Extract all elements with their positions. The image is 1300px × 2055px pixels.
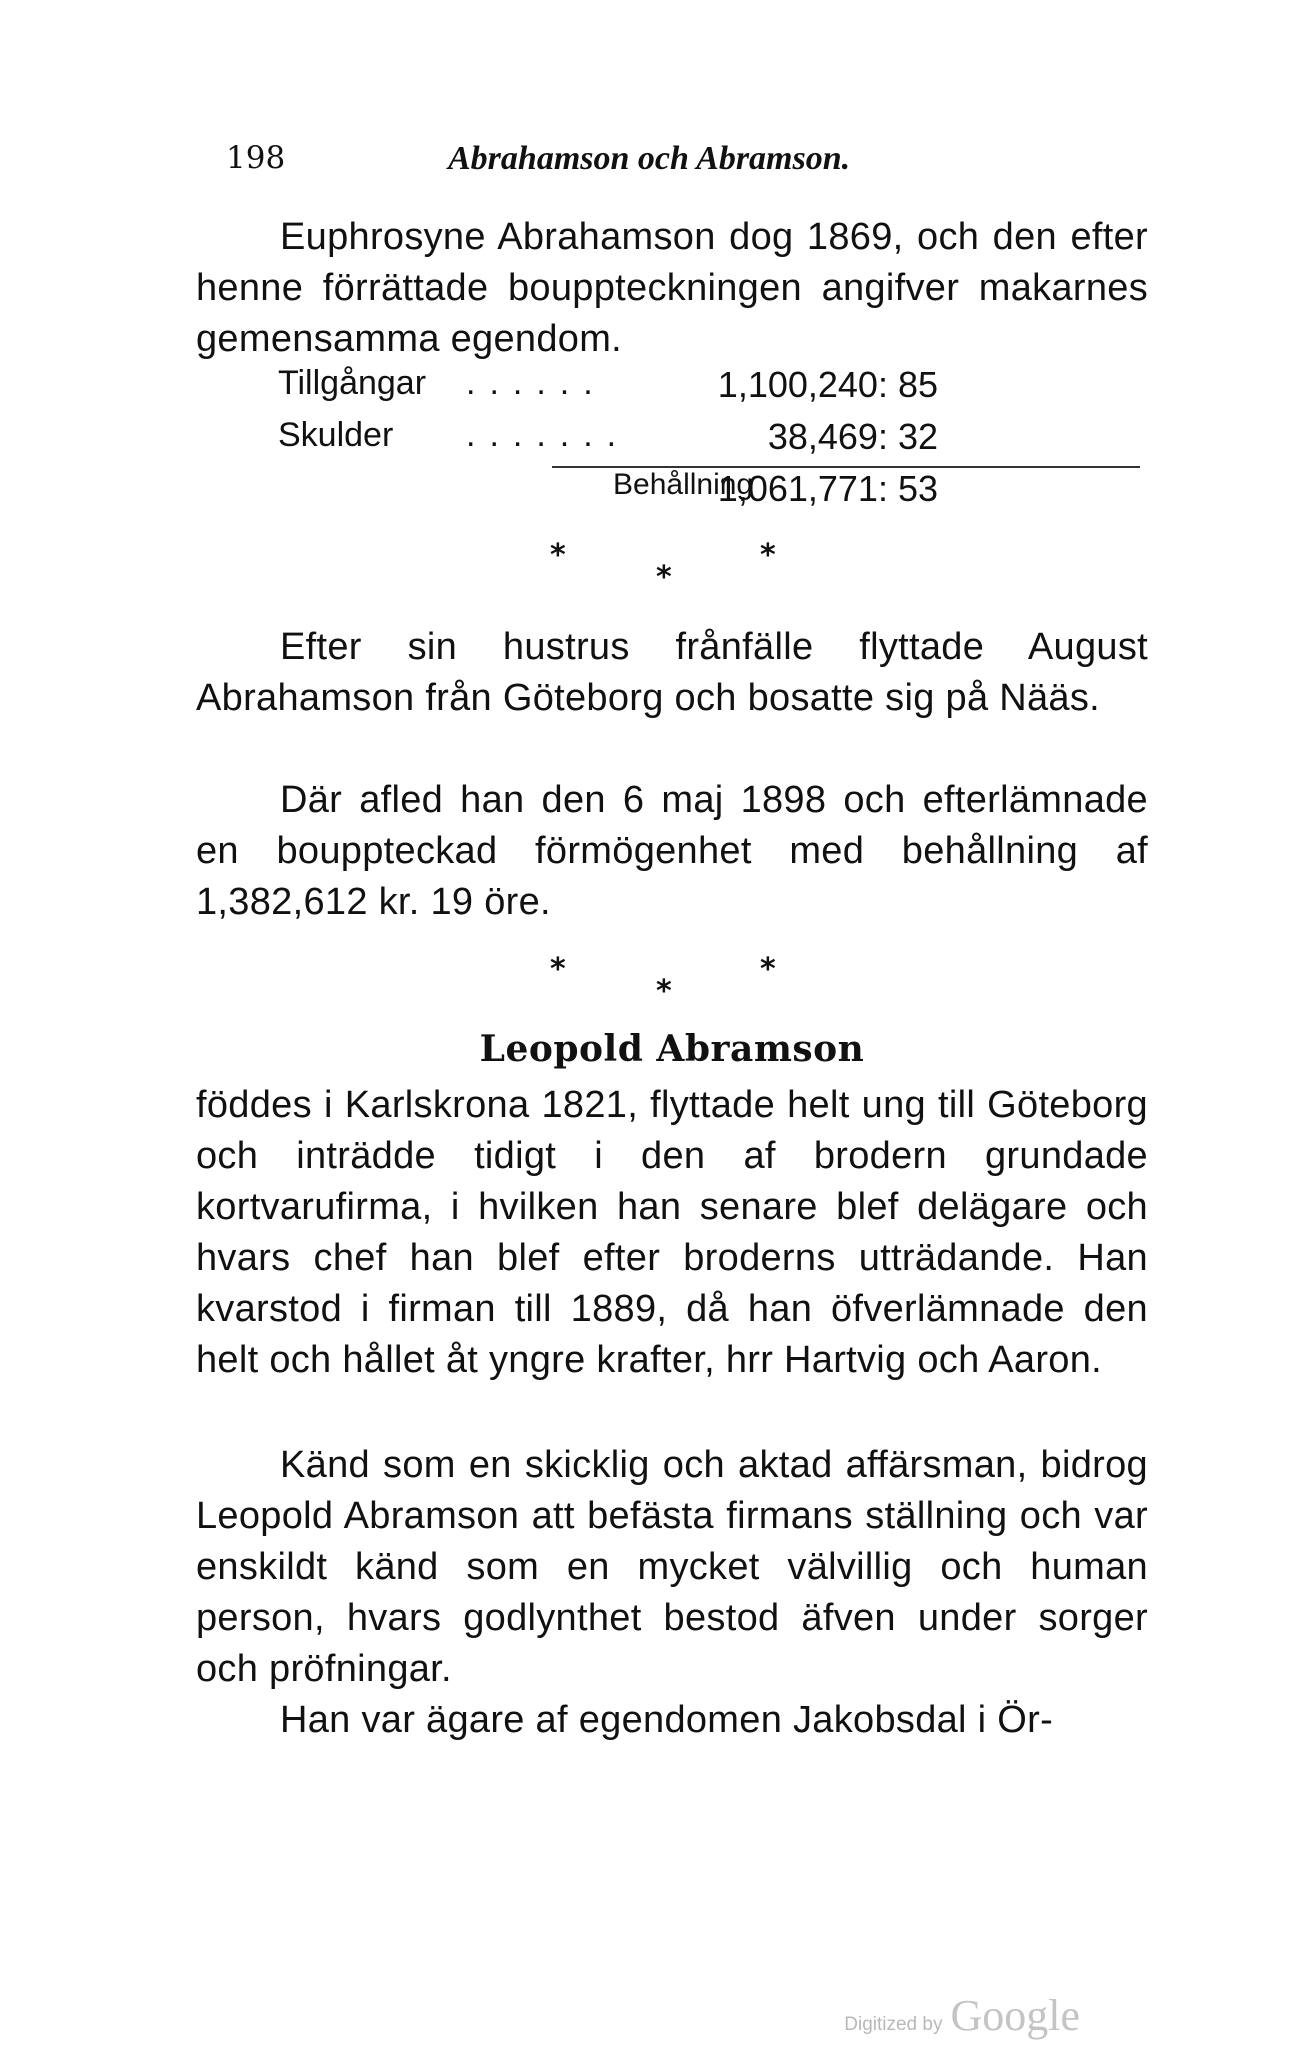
asterisk: * xyxy=(550,952,566,987)
ledger-value-assets: 1,100,240: 85 xyxy=(717,364,938,405)
ledger-label-balance: Behållning xyxy=(613,468,754,501)
ledger-leader-dots: ...... xyxy=(466,364,607,402)
asterism-divider xyxy=(550,952,810,1022)
google-logo: Google xyxy=(950,1991,1080,2040)
ledger-row-debts xyxy=(278,416,1078,468)
ledger-value-balance: 1,061,771: 53 xyxy=(717,468,938,509)
asterisk: * xyxy=(656,560,672,595)
ledger-label-assets: Tillgångar xyxy=(278,364,427,402)
ledger-row-balance xyxy=(278,468,1078,520)
asterisk: * xyxy=(656,974,672,1009)
running-title: Abrahamson och Abramson. xyxy=(448,140,851,177)
asterisk: * xyxy=(760,538,776,573)
ledger-leader-dots: ....... xyxy=(466,416,631,454)
digitized-watermark xyxy=(844,1990,1080,2041)
paragraph-euphrosyne: Euphrosyne Abrahamson dog 1869, och den efter henne förrättade bouppteckningen angifver makarnes gemensamma egendom. xyxy=(196,216,1148,360)
paragraph-august-move: Efter sin hustrus frånfälle flyttade August Abrahamson från Göteborg och bosatte sig på Nääs. xyxy=(196,626,1148,719)
paragraph-august-death: Där afled han den 6 maj 1898 och efterlämnade en bouppteckad förmögenhet med behållning af 1,382,612 kr. 19 öre. xyxy=(196,779,1148,923)
paragraph-leopold-biography: föddes i Karlskrona 1821, flyttade helt ung till Göteborg och inträdde tidigt i den af brodern grundade kortvarufirma, i hvilken han senare blef delägare och hvars chef han blef efter broderns utträdande. Han kvarstod i firman till 1889, då han öfverlämnade den helt och hållet åt yngre krafter, hrr Hartvig och Aaron. xyxy=(196,1084,1148,1381)
ledger-value-debts: 38,469: 32 xyxy=(767,416,938,457)
paragraph-leopold-estate: Han var ägare af egendomen Jakobsdal i Ör- xyxy=(280,1699,1054,1741)
running-head xyxy=(226,140,1116,190)
asterism-divider xyxy=(550,538,810,608)
watermark-prefix: Digitized by xyxy=(844,2014,943,2035)
ledger-row-assets xyxy=(278,364,1078,416)
estate-ledger xyxy=(278,364,1078,520)
asterisk: * xyxy=(760,952,776,987)
ledger-sum-rule xyxy=(552,466,1140,468)
page-number: 198 xyxy=(226,140,286,176)
section-heading: Leopold Abramson xyxy=(479,1028,865,1070)
asterisk: * xyxy=(550,538,566,573)
ledger-label-debts: Skulder xyxy=(278,416,394,454)
paragraph-leopold-character: Känd som en skicklig och aktad affärsman, bidrog Leopold Abramson att befästa firmans ställning och var enskildt känd som en mycket välvillig och human person, hvars godlynthet bestod äfven under sorger och pröfningar. xyxy=(196,1444,1148,1690)
